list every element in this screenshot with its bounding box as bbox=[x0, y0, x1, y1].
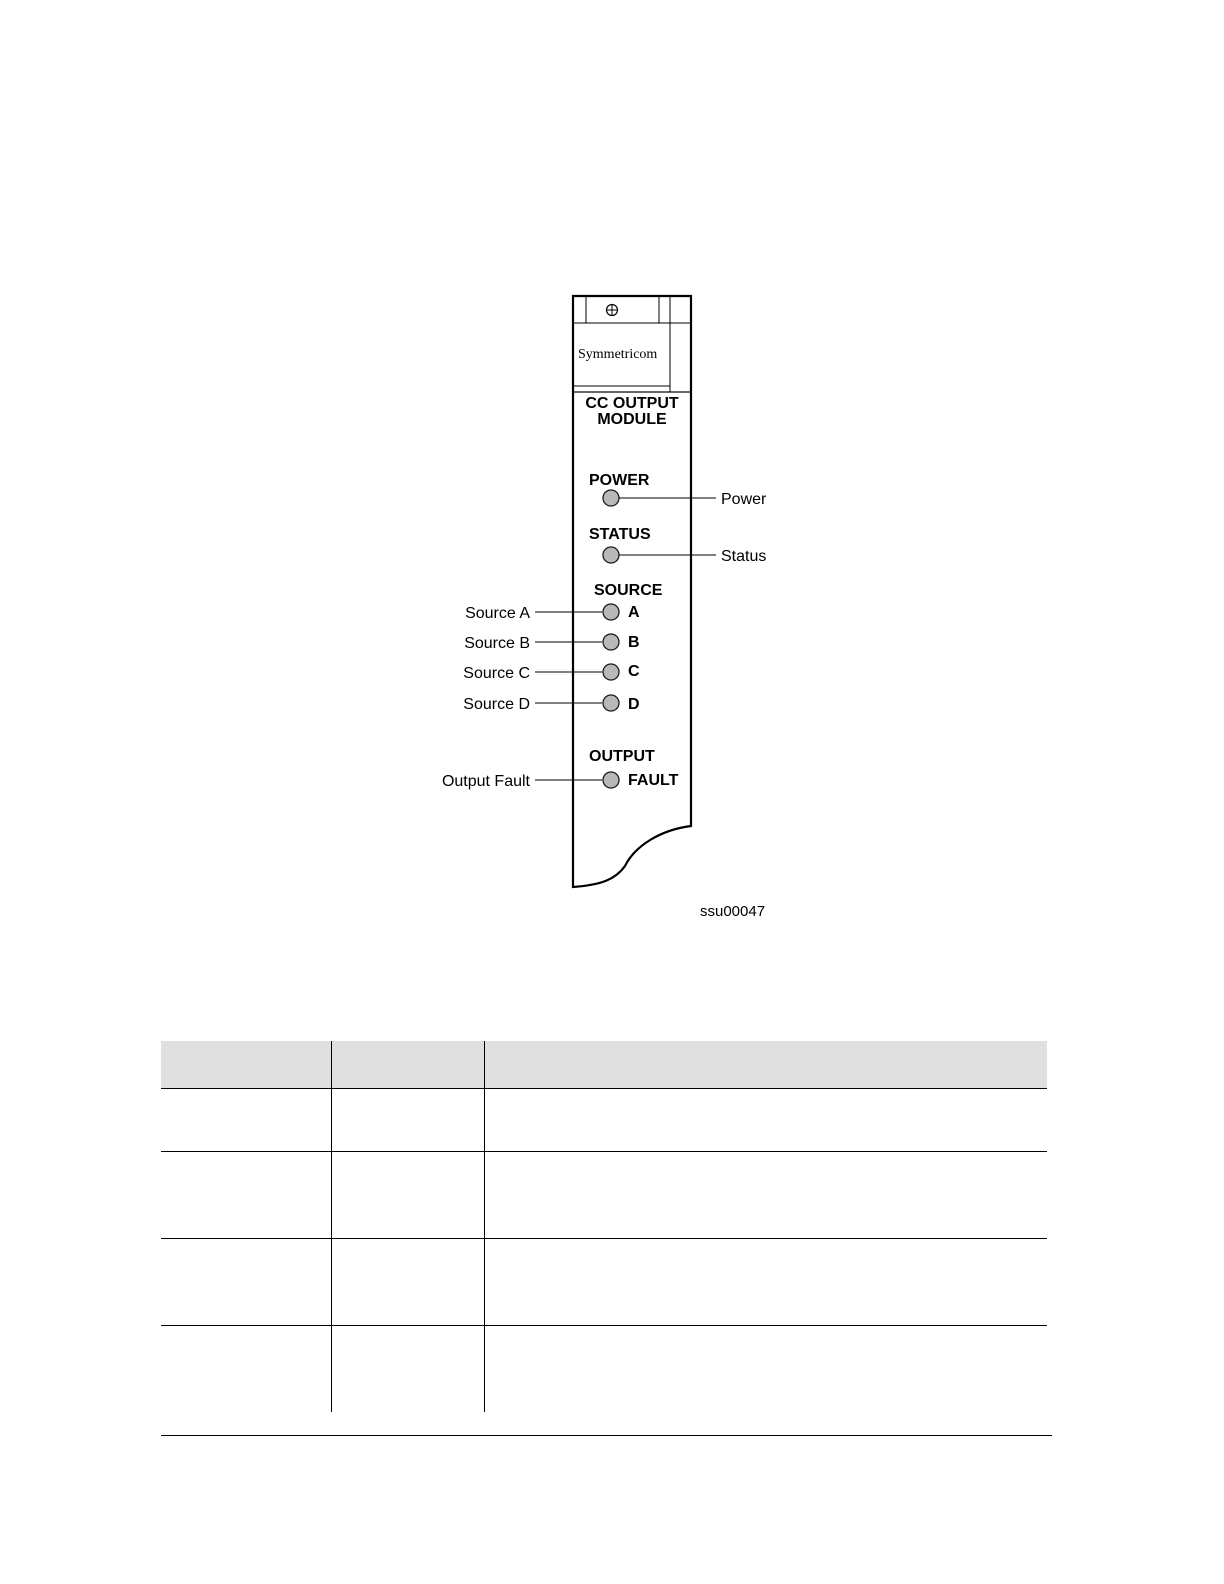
power-callout: Power bbox=[721, 491, 767, 508]
output-label: OUTPUT bbox=[589, 748, 655, 765]
table-header-row bbox=[161, 1041, 1047, 1089]
table-row bbox=[161, 1239, 1047, 1326]
power-led bbox=[603, 490, 619, 506]
table-cell bbox=[161, 1326, 331, 1412]
table-cell bbox=[484, 1326, 1047, 1412]
table-cell bbox=[331, 1152, 484, 1239]
screw-icon bbox=[607, 305, 618, 316]
source-label: SOURCE bbox=[594, 582, 663, 599]
table-header-cell bbox=[331, 1041, 484, 1089]
table-cell bbox=[331, 1089, 484, 1152]
source-d-led bbox=[603, 695, 619, 711]
table-cell bbox=[331, 1326, 484, 1412]
led-description-table bbox=[161, 1041, 1047, 1412]
table-cell bbox=[161, 1152, 331, 1239]
source-d-callout: Source D bbox=[463, 696, 530, 713]
module-title-line1: CC OUTPUT bbox=[585, 395, 679, 412]
table-row bbox=[161, 1089, 1047, 1152]
power-label: POWER bbox=[589, 472, 650, 489]
source-d-label: D bbox=[628, 696, 640, 713]
figure-id: ssu00047 bbox=[700, 903, 766, 920]
source-b-callout: Source B bbox=[464, 635, 530, 652]
table-row bbox=[161, 1326, 1047, 1412]
table-row bbox=[161, 1152, 1047, 1239]
fault-label: FAULT bbox=[628, 772, 679, 789]
footer-rule bbox=[161, 1435, 1052, 1436]
table-cell bbox=[484, 1089, 1047, 1152]
source-c-callout: Source C bbox=[463, 665, 530, 682]
output-fault-callout: Output Fault bbox=[441, 773, 530, 790]
source-c-led bbox=[603, 664, 619, 680]
table-header-cell bbox=[484, 1041, 1047, 1089]
source-a-led bbox=[603, 604, 619, 620]
source-b-led bbox=[603, 634, 619, 650]
source-a-label: A bbox=[628, 604, 640, 621]
status-callout: Status bbox=[721, 548, 767, 565]
table-cell bbox=[161, 1239, 331, 1326]
table-cell bbox=[161, 1089, 331, 1152]
output-fault-led bbox=[603, 772, 619, 788]
source-c-label: C bbox=[628, 663, 640, 680]
table-cell bbox=[484, 1239, 1047, 1326]
table-header-cell bbox=[161, 1041, 331, 1089]
status-led bbox=[603, 547, 619, 563]
table-cell bbox=[331, 1239, 484, 1326]
brand-logo: Symmetricom bbox=[578, 347, 658, 362]
table-cell bbox=[484, 1152, 1047, 1239]
source-a-callout: Source A bbox=[465, 605, 530, 622]
source-b-label: B bbox=[628, 634, 640, 651]
status-label: STATUS bbox=[589, 526, 651, 543]
module-title-line2: MODULE bbox=[597, 411, 667, 428]
